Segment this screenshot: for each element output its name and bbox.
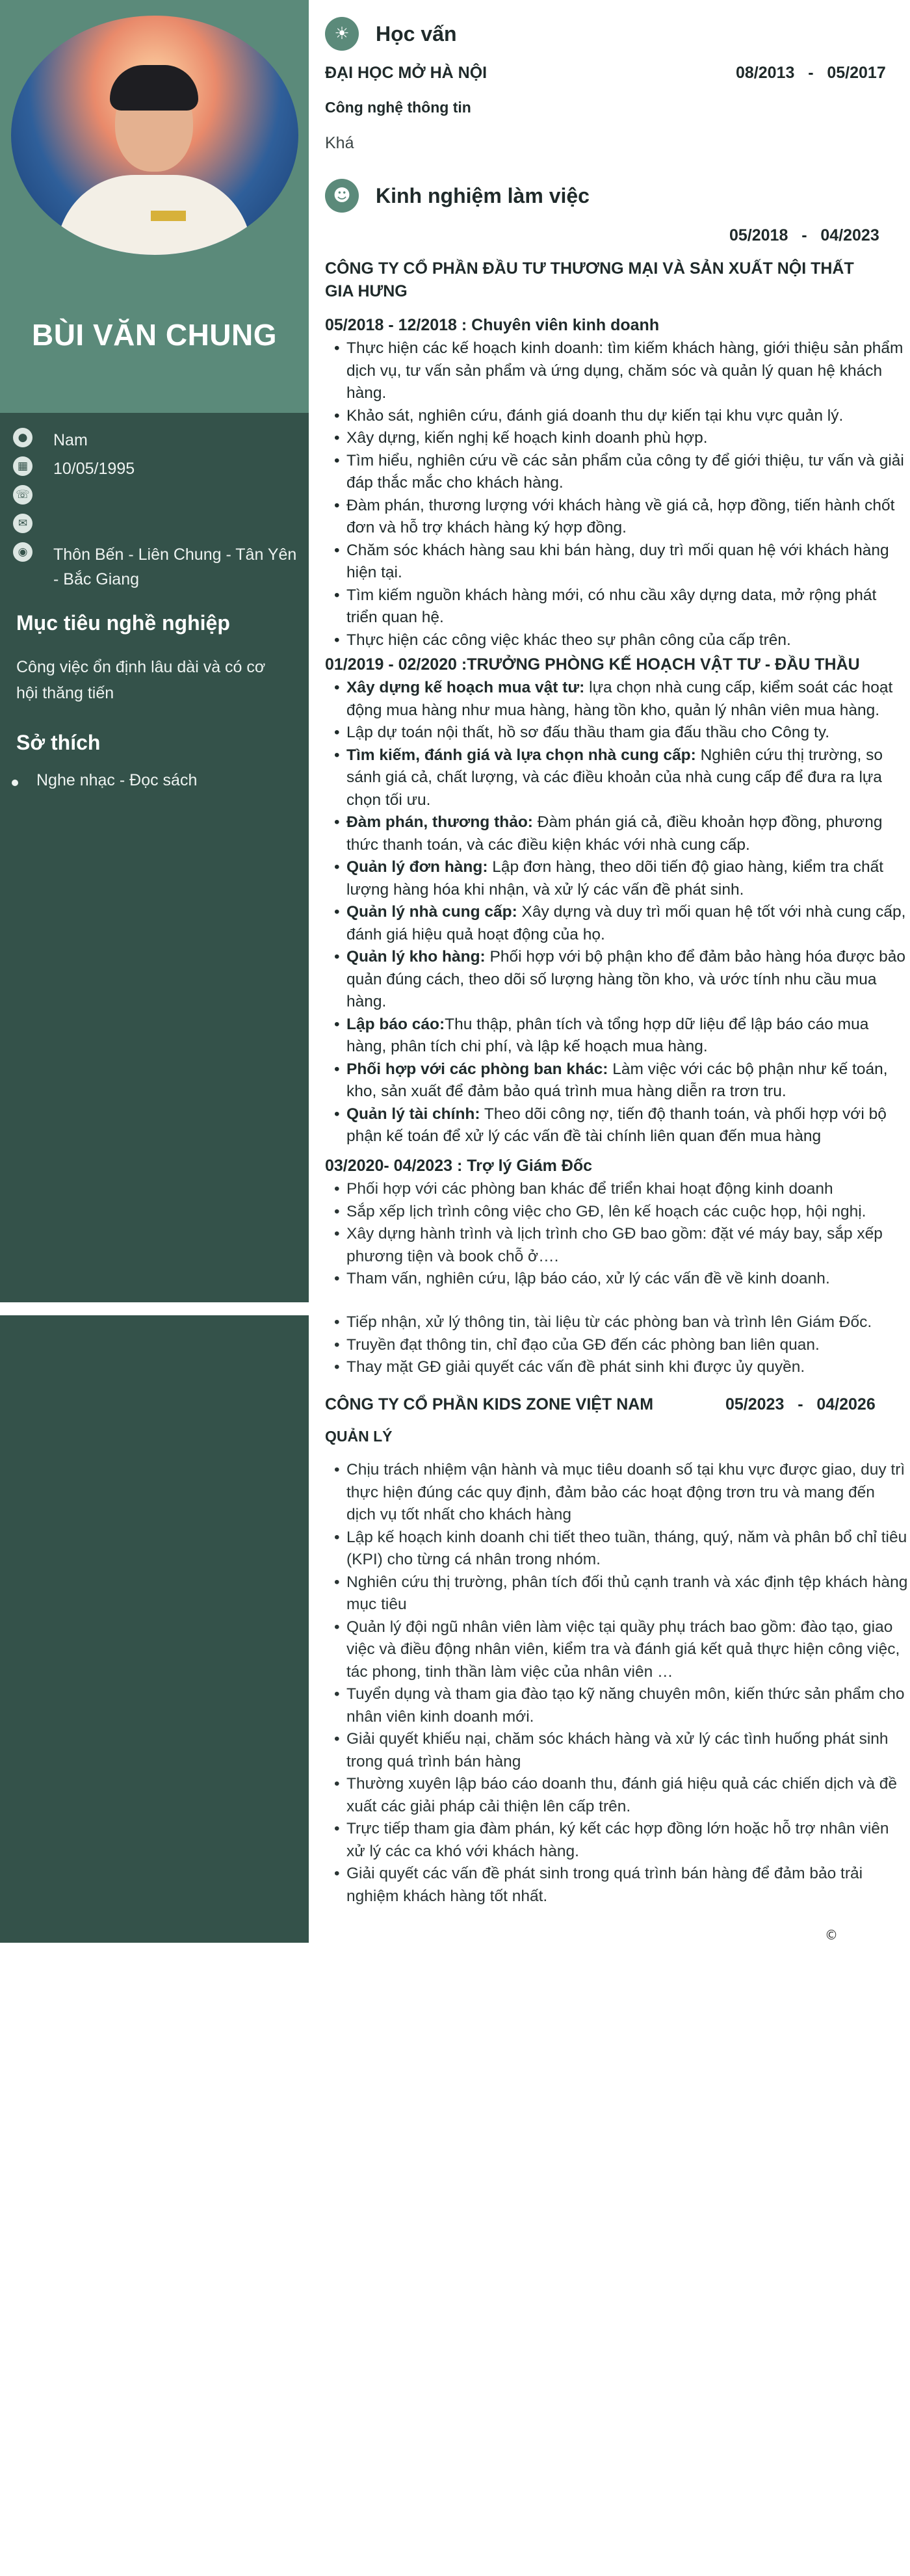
- list-item: • Lập kế hoạch kinh doanh chi tiết theo tuần, tháng, quý, năm và phân bổ chỉ tiêu (KPI) cho từng cá nhân trong nhóm.: [325, 1527, 908, 1571]
- experience-title: Kinh nghiệm làm việc: [376, 183, 590, 207]
- list-item: • Khảo sát, nghiên cứu, đánh giá doanh thu dự kiến tại khu vực quản lý.: [325, 405, 908, 428]
- job1-role3-title: 03/2020- 04/2023 : Trợ lý Giám Đốc: [325, 1157, 593, 1175]
- list-item-text: Đàm phán giá cả, điều khoản hợp đồng, phương thức thanh toán, và các điều kiện khác với nhà cung cấp.: [346, 813, 883, 854]
- list-item: [325, 856, 908, 901]
- list-item: • Nghiên cứu thị trường, phân tích đối thủ cạnh tranh và xác định tệp khách hàng mục tiêu: [325, 1571, 908, 1616]
- job2-company: CÔNG TY CỔ PHẦN KIDS ZONE VIỆT NAM: [325, 1395, 654, 1413]
- job1-role2-title: 01/2019 - 02/2020 :TRƯỞNG PHÒNG KẾ HOẠCH VẬT TƯ - ĐẦU THẦU: [325, 655, 860, 674]
- info-address: [13, 542, 300, 592]
- list-item: • Tìm kiếm nguồn khách hàng mới, có nhu cầu xây dựng data, mở rộng phát triển quan hệ.: [325, 585, 908, 629]
- job1-role3-list-continued: [325, 1311, 908, 1379]
- job1-role1-list: [325, 337, 908, 651]
- date-from: 05/2023: [725, 1395, 785, 1413]
- list-item: • Truyền đạt thông tin, chỉ đạo của GĐ đến các phòng ban liên quan.: [325, 1334, 908, 1357]
- list-item: • Tìm hiểu, nghiên cứu về các sản phẩm của công ty để giới thiệu, tư vấn và giải đáp thắc mắc cho khách hàng.: [325, 450, 908, 495]
- profile-name: BÙI VĂN CHUNG: [31, 318, 278, 352]
- list-item: • Chăm sóc khách hàng sau khi bán hàng, duy trì mối quan hệ với khách hàng hiện tại.: [325, 540, 908, 585]
- experience-header: [325, 179, 590, 213]
- list-item: • Phối hợp với các phòng ban khác để triển khai hoạt động kinh doanh: [325, 1178, 908, 1201]
- list-item-label: Phối hợp với các phòng ban khác:: [346, 1060, 608, 1078]
- list-item-label: Lập báo cáo:: [346, 1015, 445, 1033]
- list-item-label: Quản lý nhà cung cấp:: [346, 903, 517, 921]
- list-item-label: Quản lý tài chính:: [346, 1105, 480, 1123]
- hobby-text: Nghe nhạc - Đọc sách: [36, 771, 198, 789]
- info-birthday: [13, 456, 300, 481]
- job2-list: [325, 1459, 908, 1908]
- avatar: [11, 16, 298, 255]
- list-item-label: Quản lý kho hàng:: [346, 948, 486, 966]
- list-item-text: Lập đơn hàng, theo dõi tiến độ giao hàng, kiểm tra chất lượng hàng hóa khi nhận, và xử lý các vấn đề phát sinh.: [346, 858, 884, 899]
- birthday-text: 10/05/1995: [53, 460, 135, 478]
- person-icon: ●: [13, 428, 32, 447]
- date-from: 08/2013: [736, 64, 795, 82]
- phone-icon: ☏: [13, 485, 32, 505]
- copyright-icon: ©: [825, 1927, 838, 1943]
- hobby-item: [12, 771, 197, 790]
- list-item: [325, 677, 908, 722]
- list-item-text: Làm việc với các bộ phận như kế toán, kho, sản xuất để đảm bảo quá trình mua hàng diễn ra trơn tru.: [346, 1060, 888, 1100]
- list-item: [325, 1103, 908, 1148]
- address-text: Thôn Bến - Liên Chung - Tân Yên - Bắc Giang: [53, 545, 297, 588]
- job1-company: CÔNG TY CỔ PHẦN ĐẦU TƯ THƯƠNG MẠI VÀ SẢN XUẤT NỘI THẤT GIA HƯNG: [325, 259, 854, 300]
- list-item: • Tuyển dụng và tham gia đào tạo kỹ năng chuyên môn, kiến thức sản phẩm cho nhân viên kinh doanh mới.: [325, 1683, 908, 1728]
- list-item: • Thực hiện các kế hoạch kinh doanh: tìm kiếm khách hàng, giới thiệu sản phẩm dịch vụ, tư vấn sản phẩm và ứng dụng, chăm sóc và quản lý quan hệ khách hàng.: [325, 337, 908, 405]
- education-grade: Khá: [325, 134, 354, 152]
- date-to: 05/2017: [827, 64, 886, 82]
- list-item-text: lựa chọn nhà cung cấp, kiểm soát các hoạt động mua hàng như mua hàng, hàng tồn kho, quản lý nhân viên mua hàng.: [346, 679, 893, 719]
- list-item: • Thực hiện các công việc khác theo sự phân công của cấp trên.: [325, 629, 908, 652]
- job1-dates: 05/2018 - 04/2023: [729, 226, 879, 244]
- list-item-text: Phối hợp với bộ phận kho để đảm bảo hàng hóa được bảo quản đúng cách, theo dõi số lượng hàng tồn kho, và ước tính nhu cầu mua hàng.: [346, 948, 905, 1010]
- objective-heading: Mục tiêu nghề nghiệp: [16, 611, 230, 635]
- list-item-text: Theo dõi công nợ, tiến độ thanh toán, và phối hợp với bộ phận kế toán để xử lý các vấn đề tài chính liên quan đến mua hàng: [346, 1105, 887, 1145]
- education-dates: 08/2013 - 05/2017: [736, 64, 886, 82]
- hobbies-heading: Sở thích: [16, 731, 101, 754]
- list-item: [325, 1058, 908, 1103]
- list-item: • Thay mặt GĐ giải quyết các vấn đề phát sinh khi được ủy quyền.: [325, 1356, 908, 1379]
- info-email: [13, 514, 300, 533]
- list-item: • Thường xuyên lập báo cáo doanh thu, đánh giá hiệu quả các chiến dịch và đề xuất các giải pháp cải thiện lên cấp trên.: [325, 1773, 908, 1818]
- list-item: [325, 901, 908, 946]
- education-header: [325, 17, 456, 51]
- list-item: • Đàm phán, thương lượng với khách hàng về giá cả, hợp đồng, tiến hành chốt đơn và hỗ trợ khách hàng ký hợp đồng.: [325, 495, 908, 540]
- date-to: 04/2023: [820, 226, 879, 244]
- objective-text: Công việc ổn định lâu dài và có cơ hội thăng tiến: [16, 658, 266, 702]
- list-item: • Xây dựng hành trình và lịch trình cho GĐ bao gồm: đặt vé máy bay, sắp xếp phương tiện và book chỗ ở….: [325, 1223, 908, 1268]
- list-item-text: Lập dự toán nội thất, hồ sơ đấu thầu tham gia đấu thầu cho Công ty.: [346, 724, 830, 741]
- date-from: 05/2018: [729, 226, 788, 244]
- list-item: [325, 722, 908, 744]
- education-school: ĐẠI HỌC MỞ HÀ NỘI: [325, 64, 488, 82]
- lightbulb-icon: ☀: [325, 17, 359, 51]
- date-to: 04/2026: [816, 1395, 876, 1413]
- job1-role2-list: [325, 677, 908, 1148]
- list-item: • Sắp xếp lịch trình công việc cho GĐ, lên kế hoạch các cuộc họp, hội nghị.: [325, 1201, 908, 1224]
- list-item: [325, 946, 908, 1014]
- list-item: • Giải quyết các vấn đề phát sinh trong quá trình bán hàng để đảm bảo trải nghiệm khách hàng tốt nhất.: [325, 1863, 908, 1908]
- education-major: Công nghệ thông tin: [325, 99, 471, 116]
- job1-role3-list: [325, 1178, 908, 1291]
- list-item-label: Tìm kiếm, đánh giá và lựa chọn nhà cung cấp:: [346, 746, 696, 764]
- sidebar-header: [0, 0, 309, 413]
- list-item-text: Thu thập, phân tích và tổng hợp dữ liệu để lập báo cáo mua hàng, phân tích chi phí, và lập kế hoạch mua hàng.: [346, 1015, 869, 1055]
- job1-role1-title: 05/2018 - 12/2018 : Chuyên viên kinh doanh: [325, 316, 660, 334]
- list-item: • Quản lý đội ngũ nhân viên làm việc tại quầy phụ trách bao gồm: đào tạo, giao việc và điều động nhân viên, kiểm tra và đánh giá kết quả thực hiện công việc, tác phong, tinh thần làm việc của nhân viên …: [325, 1616, 908, 1684]
- list-item-text: Nghiên cứu thị trường, so sánh giá cả, chất lượng, và các điều khoản của nhà cung cấp để đưa ra lựa chọn tối ưu.: [346, 746, 883, 809]
- list-item-label: Xây dựng kế hoạch mua vật tư:: [346, 679, 585, 696]
- sidebar-body-continued: [0, 1315, 309, 1943]
- list-item: • Chịu trách nhiệm vận hành và mục tiêu doanh số tại khu vực được giao, duy trì thực hiện đúng các quy định, đảm bảo các hoạt động trơn tru và mang đến dịch vụ tốt nhất cho khách hàng: [325, 1459, 908, 1527]
- job2-dates: 05/2023 - 04/2026: [725, 1395, 876, 1413]
- email-icon: ✉: [13, 514, 32, 533]
- list-item: • Giải quyết khiếu nại, chăm sóc khách hàng và xử lý các tình huống phát sinh trong quá trình bán hàng: [325, 1728, 908, 1773]
- list-item-label: Đàm phán, thương thảo:: [346, 813, 533, 831]
- gender-text: Nam: [53, 431, 88, 449]
- list-item: [325, 811, 908, 856]
- list-item: • Trực tiếp tham gia đàm phán, ký kết các hợp đồng lớn hoặc hỗ trợ nhân viên xử lý các ca khó với khách hàng.: [325, 1818, 908, 1863]
- list-item-label: Quản lý đơn hàng:: [346, 858, 488, 876]
- list-item: • Xây dựng, kiến nghị kế hoạch kinh doanh phù hợp.: [325, 427, 908, 450]
- info-phone: [13, 485, 300, 505]
- list-item: [325, 1014, 908, 1058]
- list-item: • Tham vấn, nghiên cứu, lập báo cáo, xử lý các vấn đề về kinh doanh.: [325, 1268, 908, 1291]
- list-item: [325, 744, 908, 812]
- location-icon: ◉: [13, 542, 32, 562]
- info-gender: [13, 428, 300, 453]
- calendar-icon: ▦: [13, 456, 32, 476]
- job2-role-title: QUẢN LÝ: [325, 1428, 393, 1445]
- list-item-text: Xây dựng và duy trì mối quan hệ tốt với nhà cung cấp, đánh giá hiệu quả hoạt động của họ.: [346, 903, 906, 943]
- list-item: • Tiếp nhận, xử lý thông tin, tài liệu từ các phòng ban và trình lên Giám Đốc.: [325, 1311, 908, 1334]
- team-icon: ☻: [325, 179, 359, 213]
- education-title: Học vấn: [376, 21, 457, 46]
